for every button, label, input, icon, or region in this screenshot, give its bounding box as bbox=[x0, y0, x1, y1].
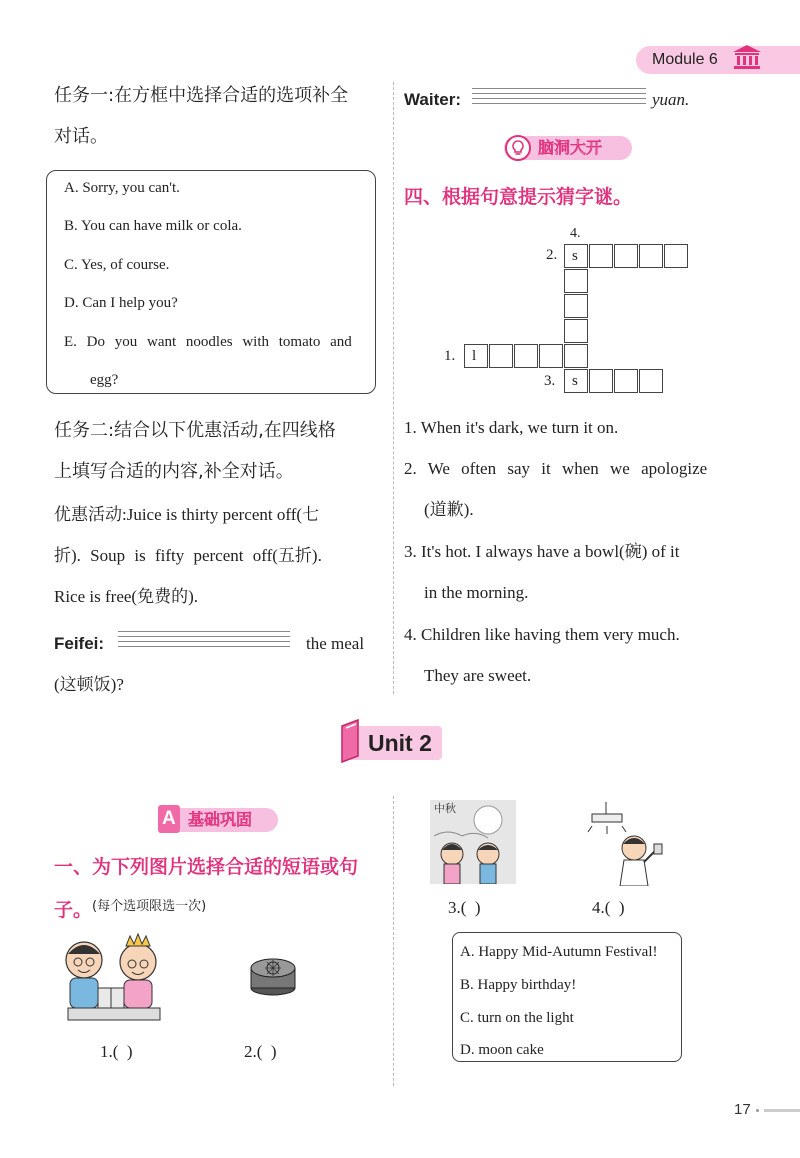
section-one-note: (每个选项限选一次) bbox=[92, 899, 207, 914]
waiter-tail: yuan. bbox=[652, 90, 690, 109]
lightbulb-icon bbox=[505, 135, 531, 165]
task2-line2: 上填写合适的内容,补全对话。 bbox=[54, 461, 294, 482]
crossword-num-4: 4. bbox=[570, 226, 581, 241]
options-box bbox=[46, 170, 376, 394]
task1-line1: 任务一:在方框中选择合适的选项补全 bbox=[54, 85, 349, 106]
question-4[interactable]: 4.( ) bbox=[592, 898, 625, 917]
crossword-cell[interactable] bbox=[664, 244, 688, 268]
crossword-num-2: 2. bbox=[546, 247, 558, 263]
task2-line1: 任务二:结合以下优惠活动,在四线格 bbox=[54, 420, 336, 441]
footer-dot bbox=[756, 1109, 759, 1112]
crossword-cell[interactable] bbox=[589, 244, 613, 268]
crossword-num-3: 3. bbox=[544, 373, 556, 389]
crossword-cell[interactable] bbox=[564, 344, 588, 368]
option-d: D. Can I help you? bbox=[64, 295, 178, 311]
clue-4: 4. Children like having them very much. bbox=[404, 625, 680, 644]
promo-line2: 折). Soup is fifty percent off(五折). bbox=[54, 546, 322, 565]
crossword-cell[interactable] bbox=[564, 319, 588, 343]
crossword-cell[interactable] bbox=[564, 269, 588, 293]
section-one-line1: 一、为下列图片选择合适的短语或句 bbox=[54, 856, 359, 878]
question-3[interactable]: 3.( ) bbox=[448, 898, 481, 917]
crossword-cell[interactable] bbox=[614, 244, 638, 268]
crossword-cell[interactable] bbox=[589, 369, 613, 393]
waiter-writing-lines[interactable] bbox=[472, 88, 646, 106]
crossword-num-1: 1. bbox=[444, 348, 456, 364]
option-e: E. Do you want noodles with tomato and bbox=[64, 334, 352, 350]
clue-3: 3. It's hot. I always have a bowl(碗) of it bbox=[404, 542, 680, 561]
basics-badge-text: 基础巩固 bbox=[188, 810, 253, 829]
mid-autumn-picture bbox=[430, 800, 516, 884]
book-icon bbox=[338, 718, 364, 768]
promo-line3: Rice is free(免费的). bbox=[54, 587, 198, 606]
crossword-cell[interactable]: s bbox=[564, 369, 588, 393]
mooncake-picture bbox=[248, 950, 298, 1004]
page-number: 17 bbox=[734, 1101, 751, 1118]
column-divider-bottom bbox=[393, 796, 394, 1086]
feifei-writing-lines[interactable] bbox=[118, 631, 290, 649]
section-four-title: 四、根据句意提示猜字谜。 bbox=[404, 186, 633, 208]
crossword-cell[interactable] bbox=[514, 344, 538, 368]
crossword-cell[interactable] bbox=[639, 369, 663, 393]
crossword-cell[interactable] bbox=[639, 244, 663, 268]
clue-1: 1. When it's dark, we turn it on. bbox=[404, 418, 619, 437]
option-a: A. Sorry, you can't. bbox=[64, 180, 180, 196]
option-e-cont: egg? bbox=[90, 372, 119, 388]
crossword-cell[interactable] bbox=[614, 369, 638, 393]
clue-4-cont: They are sweet. bbox=[424, 666, 532, 685]
footer-rule bbox=[764, 1109, 800, 1112]
mid-autumn-label: 中秋 bbox=[434, 802, 456, 815]
module-label: Module 6 bbox=[652, 51, 718, 68]
section-one-line2: 子。 bbox=[54, 899, 93, 921]
answer-option-c: C. turn on the light bbox=[460, 1010, 574, 1026]
crossword-cell[interactable] bbox=[489, 344, 513, 368]
badge-letter: A bbox=[162, 808, 176, 829]
feifei-label: Feifei: bbox=[54, 634, 105, 653]
museum-icon bbox=[732, 44, 762, 74]
waiter-label: Waiter: bbox=[404, 90, 461, 109]
feifei-line2: (这顿饭)? bbox=[54, 675, 124, 694]
light-switch-picture bbox=[584, 802, 664, 890]
answer-option-d: D. moon cake bbox=[460, 1042, 544, 1058]
crossword-cell[interactable] bbox=[539, 344, 563, 368]
clue-3-cont: in the morning. bbox=[424, 583, 529, 602]
question-1[interactable]: 1.( ) bbox=[100, 1042, 133, 1061]
feifei-tail: the meal bbox=[306, 634, 365, 653]
birthday-kids-picture bbox=[58, 932, 168, 1028]
column-divider-top bbox=[393, 82, 394, 694]
crossword-cell[interactable]: l bbox=[464, 344, 488, 368]
crossword-cell[interactable]: s bbox=[564, 244, 588, 268]
question-2[interactable]: 2.( ) bbox=[244, 1042, 277, 1061]
promo-line1: 优惠活动:Juice is thirty percent off(七 bbox=[54, 505, 320, 524]
clue-2: 2. We often say it when we apologize bbox=[404, 459, 708, 478]
clue-2-cont: (道歉). bbox=[424, 500, 474, 519]
brain-badge-text: 脑洞大开 bbox=[538, 138, 603, 157]
task1-line2: 对话。 bbox=[54, 126, 108, 147]
unit-title: Unit 2 bbox=[368, 730, 432, 756]
answer-option-a: A. Happy Mid-Autumn Festival! bbox=[460, 944, 658, 960]
option-b: B. You can have milk or cola. bbox=[64, 218, 242, 234]
crossword-cell[interactable] bbox=[564, 294, 588, 318]
answer-option-b: B. Happy birthday! bbox=[460, 977, 577, 993]
option-c: C. Yes, of course. bbox=[64, 257, 170, 273]
